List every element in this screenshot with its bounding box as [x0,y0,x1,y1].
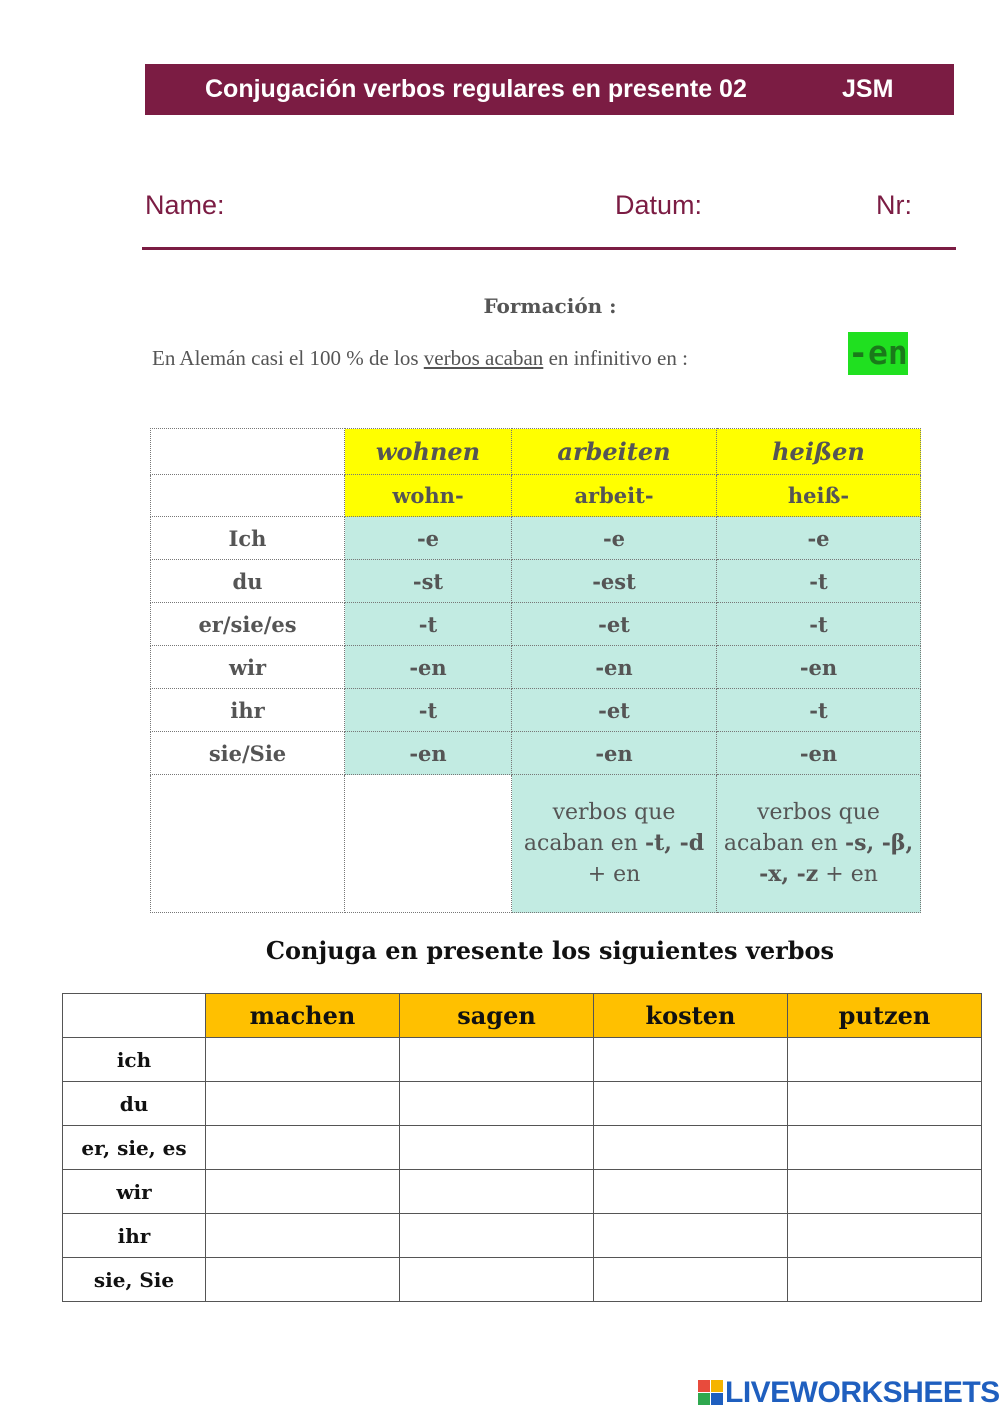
pronoun-cell: er/sie/es [151,603,345,646]
exercise-instruction: Conjuga en presente los siguientes verbos [265,936,835,965]
empty-cell [151,429,345,475]
table-row [151,603,921,646]
ending-cell: -e [345,517,512,560]
exercise-pronoun: wir [63,1170,206,1214]
stem-cell: heiß- [717,475,921,517]
table-row [151,560,921,603]
answer-field[interactable] [400,1082,594,1126]
exercise-verb-header: kosten [594,994,788,1038]
date-label: Datum: [615,190,703,220]
exercise-verb-header: machen [206,994,400,1038]
exercise-pronoun: sie, Sie [63,1258,206,1302]
table-row [151,689,921,732]
note-bold: -s, -β, -x, -z [759,830,914,887]
answer-field[interactable] [206,1170,400,1214]
table-row [151,732,921,775]
name-label: Name: [145,190,225,220]
ending-cell: -t [717,689,921,732]
ending-cell: -t [345,603,512,646]
exercise-row [63,1082,982,1126]
number-label: Nr: [876,190,912,220]
conjugation-table [150,428,921,913]
pronoun-cell: du [151,560,345,603]
pronoun-cell: Ich [151,517,345,560]
formacion-sentence [152,346,688,371]
exercise-pronoun: ich [63,1038,206,1082]
exercise-pronoun: er, sie, es [63,1126,206,1170]
answer-field[interactable] [594,1258,788,1302]
note-heissen [717,775,921,913]
sentence-part-1: En Alemán casi el 100 % de los [152,346,424,370]
exercise-row [63,1214,982,1258]
answer-field[interactable] [594,1082,788,1126]
answer-field[interactable] [594,1170,788,1214]
answer-field[interactable] [788,1126,982,1170]
answer-field[interactable] [788,1170,982,1214]
empty-cell [151,775,345,913]
note-text: verbos que acaban en [723,800,880,856]
ending-cell: -t [345,689,512,732]
answer-field[interactable] [400,1214,594,1258]
verb-header: arbeiten [512,429,717,475]
exercise-header-row [63,994,982,1038]
answer-field[interactable] [788,1258,982,1302]
empty-cell [63,994,206,1038]
ending-cell: -est [512,560,717,603]
exercise-pronoun: du [63,1082,206,1126]
answer-field[interactable] [206,1038,400,1082]
brand-name: LIVEWORKSHEETS [725,1376,1000,1409]
answer-field[interactable] [594,1038,788,1082]
student-info-row [145,188,957,250]
note-arbeiten [512,775,717,913]
table-row [151,517,921,560]
exercise-row [63,1038,982,1082]
ending-cell: -et [512,689,717,732]
answer-field[interactable] [788,1214,982,1258]
answer-field[interactable] [788,1038,982,1082]
note-text: + en [587,862,641,887]
verb-header: wohnen [345,429,512,475]
verb-header: heißen [717,429,921,475]
stem-row [151,475,921,517]
answer-field[interactable] [400,1126,594,1170]
pronoun-cell: wir [151,646,345,689]
ending-cell: -en [717,732,921,775]
liveworksheets-icon [698,1380,724,1406]
exercise-verb-header: sagen [400,994,594,1038]
answer-field[interactable] [206,1214,400,1258]
note-text: + en [818,862,878,887]
table-row [151,646,921,689]
exercise-row [63,1126,982,1170]
answer-field[interactable] [206,1082,400,1126]
answer-field[interactable] [206,1126,400,1170]
answer-field[interactable] [594,1214,788,1258]
exercise-row [63,1170,982,1214]
verb-header-row [151,429,921,475]
title-bar [145,64,954,115]
ending-cell: -en [512,646,717,689]
author-initials: JSM [842,75,894,103]
note-bold: -t, -d [644,830,705,856]
ending-cell: -t [717,560,921,603]
notes-row [151,775,921,913]
stem-cell: arbeit- [512,475,717,517]
answer-field[interactable] [400,1258,594,1302]
ending-cell: -en [345,646,512,689]
answer-field[interactable] [594,1126,788,1170]
divider-line [142,247,956,250]
exercise-row [63,1258,982,1302]
stem-cell: wohn- [345,475,512,517]
answer-field[interactable] [788,1082,982,1126]
note-text: verbos que acaban en [523,800,676,856]
ending-cell: -st [345,560,512,603]
exercise-verb-header: putzen [788,994,982,1038]
ending-cell: -et [512,603,717,646]
sentence-underlined: verbos acaban [423,346,544,370]
empty-cell [151,475,345,517]
answer-field[interactable] [400,1170,594,1214]
exercise-pronoun: ihr [63,1214,206,1258]
pronoun-cell: ihr [151,689,345,732]
ending-cell: -e [512,517,717,560]
ending-cell: -en [345,732,512,775]
empty-cell [345,775,512,913]
ending-cell: -en [512,732,717,775]
answer-field[interactable] [206,1258,400,1302]
answer-field[interactable] [400,1038,594,1082]
worksheet-title: Conjugación verbos regulares en presente 02 [205,75,747,103]
liveworksheets-logo [698,1376,1000,1409]
ending-badge: -en [848,332,908,375]
ending-cell: -t [717,603,921,646]
formacion-heading: Formación : [483,294,617,318]
ending-cell: -en [717,646,921,689]
sentence-part-2: en infinitivo en : [543,346,688,370]
ending-cell: -e [717,517,921,560]
pronoun-cell: sie/Sie [151,732,345,775]
exercise-table [62,993,982,1302]
